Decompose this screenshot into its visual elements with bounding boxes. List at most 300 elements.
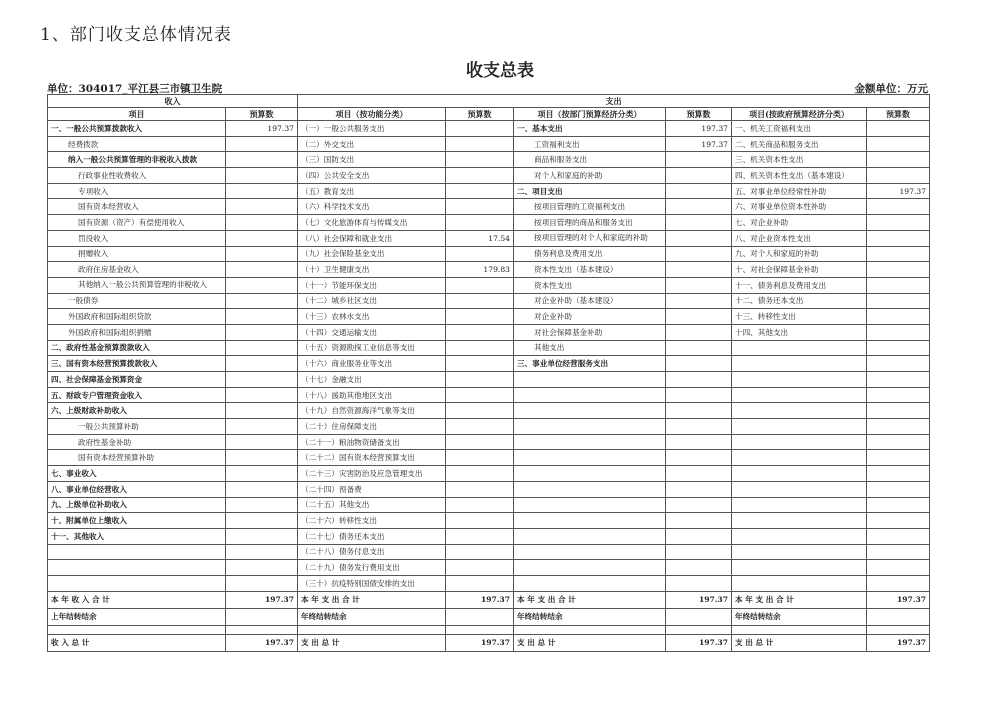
- gov-item-cell: [732, 513, 867, 529]
- gov-budget-cell: [867, 481, 930, 497]
- gov-item-cell: 七、对企业补助: [732, 215, 867, 231]
- table-row: [48, 544, 930, 560]
- grand-income-label: 收 入 总 计: [48, 634, 226, 651]
- dept-item-cell: 其他支出: [514, 340, 666, 356]
- income-budget-cell: [226, 387, 298, 403]
- income-budget-cell: [226, 513, 298, 529]
- gov-budget-cell: [867, 136, 930, 152]
- year-total-row: [48, 591, 930, 608]
- table-row: [48, 419, 930, 435]
- dept-budget-cell: [666, 387, 732, 403]
- income-budget-cell: [226, 324, 298, 340]
- gov-item-cell: [732, 497, 867, 513]
- dept-item-cell: [514, 481, 666, 497]
- dept-budget-cell: [666, 183, 732, 199]
- func-item-cell: （二十四）预备费: [298, 481, 446, 497]
- table-row: [48, 152, 930, 168]
- table-row: [48, 324, 930, 340]
- income-budget-cell: [226, 497, 298, 513]
- gov-econ-item-header: 项目(按政府预算经济分类）: [732, 108, 867, 121]
- dept-budget-cell: [666, 434, 732, 450]
- func-budget-cell: [446, 356, 514, 372]
- grand-dept-label: 支 出 总 计: [514, 634, 666, 651]
- gov-item-cell: [732, 560, 867, 576]
- income-item-cell: 九、上级单位补助收入: [48, 497, 226, 513]
- income-budget-cell: [226, 152, 298, 168]
- dept-budget-cell: [666, 419, 732, 435]
- func-budget-cell: [446, 434, 514, 450]
- income-budget-cell: [226, 372, 298, 388]
- dept-budget-cell: [666, 215, 732, 231]
- func-item-cell: （二十一）粮油物资储备支出: [298, 434, 446, 450]
- income-item-cell: 政府性基金补助: [48, 434, 226, 450]
- gov-budget-cell: [867, 293, 930, 309]
- gov-item-cell: 三、机关资本性支出: [732, 152, 867, 168]
- gov-budget-cell: [867, 246, 930, 262]
- dept-budget-cell: [666, 199, 732, 215]
- table-row: [48, 168, 930, 184]
- table-row: [48, 121, 930, 137]
- dept-item-cell: [514, 544, 666, 560]
- dept-item-cell: [514, 466, 666, 482]
- gov-item-cell: 一、机关工资福利支出: [732, 121, 867, 137]
- income-budget-cell: [226, 199, 298, 215]
- func-budget-cell: [446, 560, 514, 576]
- dept-budget-cell: [666, 403, 732, 419]
- gov-budget-cell: [867, 387, 930, 403]
- func-budget-cell: [446, 168, 514, 184]
- func-item-cell: （十六）商业服务业等支出: [298, 356, 446, 372]
- dept-budget-cell: [666, 309, 732, 325]
- gov-budget-cell: [867, 324, 930, 340]
- dept-budget-cell: [666, 544, 732, 560]
- gov-item-cell: 九、对个人和家庭的补助: [732, 246, 867, 262]
- gov-budget-cell: [867, 560, 930, 576]
- income-item-cell: 四、社会保障基金预算资金: [48, 372, 226, 388]
- gov-budget-cell: [867, 528, 930, 544]
- income-item-cell: [48, 544, 226, 560]
- money-unit-label: 金额单位：万元: [854, 83, 928, 95]
- func-item-cell: （十七）金融支出: [298, 372, 446, 388]
- table-row: [48, 528, 930, 544]
- income-budget-cell: 197.37: [226, 121, 298, 137]
- income-budget-cell: [226, 419, 298, 435]
- func-budget-cell: [446, 387, 514, 403]
- spacer-row: [48, 625, 930, 634]
- dept-item-cell: 按项目管理的工资福利支出: [514, 199, 666, 215]
- dept-item-cell: 对个人和家庭的补助: [514, 168, 666, 184]
- gov-budget-cell: [867, 340, 930, 356]
- gov-item-cell: 十、对社会保障基金补助: [732, 262, 867, 278]
- dept-item-cell: 对企业补助（基本建设）: [514, 293, 666, 309]
- dept-item-cell: 三、事业单位经营服务支出: [514, 356, 666, 372]
- func-item-cell: （一）一般公共服务支出: [298, 121, 446, 137]
- table-row: [48, 293, 930, 309]
- gov-item-cell: [732, 450, 867, 466]
- table-row: [48, 309, 930, 325]
- dept-econ-item-header: 项目（按部门预算经济分类）: [514, 108, 666, 121]
- income-budget-cell: [226, 215, 298, 231]
- gov-item-cell: 十四、其他支出: [732, 324, 867, 340]
- income-item-cell: 外国政府和国际组织贷款: [48, 309, 226, 325]
- grand-total-row: [48, 634, 930, 651]
- func-total-label: 本 年 支 出 合 计: [298, 591, 446, 608]
- income-budget-cell: [226, 434, 298, 450]
- func-item-cell: （九）社会保险基金支出: [298, 246, 446, 262]
- grand-gov-label: 支 出 总 计: [732, 634, 867, 651]
- income-budget-cell: [226, 293, 298, 309]
- income-item-cell: 经费拨款: [48, 136, 226, 152]
- table-row: [48, 450, 930, 466]
- gov-budget-cell: [867, 544, 930, 560]
- func-item-cell: （十八）援助其他地区支出: [298, 387, 446, 403]
- func-budget-cell: [446, 466, 514, 482]
- gov-item-cell: [732, 528, 867, 544]
- gov-budget-cell: [867, 372, 930, 388]
- func-budget-cell: [446, 403, 514, 419]
- func-carry-out-value: [446, 608, 514, 625]
- income-budget-cell: [226, 560, 298, 576]
- gov-item-cell: 四、机关资本性支出（基本建设）: [732, 168, 867, 184]
- func-budget-cell: [446, 277, 514, 293]
- func-item-header: 项目（按功能分类）: [298, 108, 446, 121]
- gov-item-cell: [732, 372, 867, 388]
- gov-item-cell: [732, 340, 867, 356]
- gov-item-cell: 六、对事业单位资本性补助: [732, 199, 867, 215]
- gov-budget-cell: [867, 356, 930, 372]
- func-item-cell: （十二）城乡社区支出: [298, 293, 446, 309]
- table-row: [48, 434, 930, 450]
- dept-item-cell: 资本性支出（基本建设）: [514, 262, 666, 278]
- table-row: [48, 356, 930, 372]
- grand-dept-value: 197.37: [666, 634, 732, 651]
- dept-item-cell: [514, 528, 666, 544]
- func-total-value: 197.37: [446, 591, 514, 608]
- income-budget-cell: [226, 466, 298, 482]
- gov-budget-cell: 197.37: [867, 183, 930, 199]
- gov-budget-cell: [867, 403, 930, 419]
- gov-budget-cell: [867, 277, 930, 293]
- func-budget-header: 预算数: [446, 108, 514, 121]
- gov-item-cell: 五、对事业单位经常性补助: [732, 183, 867, 199]
- grand-gov-value: 197.37: [867, 634, 930, 651]
- table-row: [48, 497, 930, 513]
- dept-item-cell: 二、项目支出: [514, 183, 666, 199]
- gov-total-label: 本 年 支 出 合 计: [732, 591, 867, 608]
- income-budget-cell: [226, 450, 298, 466]
- income-item-cell: 六、上级财政补助收入: [48, 403, 226, 419]
- func-budget-cell: [446, 419, 514, 435]
- func-item-cell: （六）科学技术支出: [298, 199, 446, 215]
- dept-budget-header: 预算数: [666, 108, 732, 121]
- table-row: [48, 277, 930, 293]
- gov-total-value: 197.37: [867, 591, 930, 608]
- gov-item-cell: [732, 419, 867, 435]
- func-item-cell: （二十）住房保障支出: [298, 419, 446, 435]
- dept-item-cell: [514, 450, 666, 466]
- dept-budget-cell: [666, 575, 732, 591]
- dept-item-cell: [514, 560, 666, 576]
- gov-item-cell: [732, 403, 867, 419]
- dept-carry-out-value: [666, 608, 732, 625]
- func-budget-cell: 179.83: [446, 262, 514, 278]
- dept-item-cell: 商品和服务支出: [514, 152, 666, 168]
- income-budget-cell: [226, 230, 298, 246]
- table-row: [48, 513, 930, 529]
- table-row: [48, 387, 930, 403]
- income-budget-cell: [226, 168, 298, 184]
- income-budget-cell: [226, 262, 298, 278]
- dept-budget-cell: [666, 230, 732, 246]
- income-budget-cell: [226, 309, 298, 325]
- gov-budget-cell: [867, 419, 930, 435]
- dept-budget-cell: [666, 497, 732, 513]
- dept-item-cell: [514, 372, 666, 388]
- carry-in-value: [226, 608, 298, 625]
- func-item-cell: （十一）节能环保支出: [298, 277, 446, 293]
- table-row: [48, 215, 930, 231]
- func-budget-cell: [446, 121, 514, 137]
- dept-item-cell: [514, 434, 666, 450]
- func-item-cell: （十）卫生健康支出: [298, 262, 446, 278]
- gov-budget-cell: [867, 513, 930, 529]
- gov-budget-cell: [867, 262, 930, 278]
- income-budget-cell: [226, 246, 298, 262]
- table-body: [48, 121, 930, 592]
- income-budget-cell: [226, 356, 298, 372]
- income-item-cell: 十一、其他收入: [48, 528, 226, 544]
- income-item-cell: 一、一般公共预算拨款收入: [48, 121, 226, 137]
- func-item-cell: （四）公共安全支出: [298, 168, 446, 184]
- func-item-cell: （七）文化旅游体育与传媒支出: [298, 215, 446, 231]
- dept-total-value: 197.37: [666, 591, 732, 608]
- income-item-cell: [48, 575, 226, 591]
- document-heading: 1、部门收支总体情况表: [40, 25, 232, 45]
- income-item-cell: 十、附属单位上缴收入: [48, 513, 226, 529]
- dept-budget-cell: [666, 528, 732, 544]
- func-budget-cell: [446, 246, 514, 262]
- gov-budget-cell: [867, 466, 930, 482]
- income-item-cell: 外国政府和国际组织捐赠: [48, 324, 226, 340]
- func-item-cell: （二十三）灾害防治及应急管理支出: [298, 466, 446, 482]
- dept-item-cell: [514, 513, 666, 529]
- income-budget-cell: [226, 136, 298, 152]
- dept-carry-out-label: 年终结转结余: [514, 608, 666, 625]
- gov-budget-cell: [867, 434, 930, 450]
- gov-budget-cell: [867, 152, 930, 168]
- table-row: [48, 481, 930, 497]
- func-item-cell: （二）外交支出: [298, 136, 446, 152]
- func-item-cell: （五）教育支出: [298, 183, 446, 199]
- income-budget-cell: [226, 340, 298, 356]
- func-item-cell: （二十八）债务付息支出: [298, 544, 446, 560]
- income-item-cell: 专项收入: [48, 183, 226, 199]
- dept-budget-cell: 197.37: [666, 121, 732, 137]
- dept-budget-cell: [666, 513, 732, 529]
- dept-item-cell: 债务利息及费用支出: [514, 246, 666, 262]
- income-item-cell: 国有资本经营预算补助: [48, 450, 226, 466]
- income-item-cell: 政府住房基金收入: [48, 262, 226, 278]
- func-item-cell: （二十五）其他支出: [298, 497, 446, 513]
- dept-budget-cell: [666, 372, 732, 388]
- table-row: [48, 372, 930, 388]
- table-row: [48, 136, 930, 152]
- table-row: [48, 575, 930, 591]
- expense-header: 支出: [298, 95, 930, 108]
- income-total-label: 本 年 收 入 合 计: [48, 591, 226, 608]
- func-budget-cell: [446, 215, 514, 231]
- func-budget-cell: [446, 199, 514, 215]
- dept-budget-cell: [666, 466, 732, 482]
- dept-item-cell: [514, 419, 666, 435]
- income-budget-cell: [226, 403, 298, 419]
- dept-budget-cell: [666, 277, 732, 293]
- dept-item-cell: [514, 387, 666, 403]
- income-item-cell: 其他纳入一般公共预算管理的非税收入: [48, 277, 226, 293]
- func-budget-cell: [446, 340, 514, 356]
- func-budget-cell: [446, 152, 514, 168]
- income-item-cell: 行政事业性收费收入: [48, 168, 226, 184]
- func-budget-cell: [446, 293, 514, 309]
- table-row: [48, 340, 930, 356]
- dept-budget-cell: [666, 560, 732, 576]
- gov-item-cell: 十一、债务利息及费用支出: [732, 277, 867, 293]
- income-budget-cell: [226, 277, 298, 293]
- table-row: [48, 262, 930, 278]
- gov-item-cell: [732, 544, 867, 560]
- dept-item-cell: [514, 575, 666, 591]
- income-budget-header: 预算数: [226, 108, 298, 121]
- gov-item-cell: [732, 356, 867, 372]
- dept-budget-cell: [666, 356, 732, 372]
- income-item-cell: 七、事业收入: [48, 466, 226, 482]
- func-budget-cell: [446, 528, 514, 544]
- dept-item-cell: 按项目管理的商品和服务支出: [514, 215, 666, 231]
- gov-carry-out-label: 年终结转结余: [732, 608, 867, 625]
- gov-item-cell: [732, 387, 867, 403]
- func-budget-cell: [446, 497, 514, 513]
- func-budget-cell: [446, 481, 514, 497]
- dept-budget-cell: [666, 481, 732, 497]
- gov-budget-cell: [867, 215, 930, 231]
- income-budget-cell: [226, 575, 298, 591]
- income-item-cell: 一般公共预算补助: [48, 419, 226, 435]
- header-row-group: [48, 95, 930, 108]
- income-budget-cell: [226, 183, 298, 199]
- func-item-cell: （二十九）债务发行费用支出: [298, 560, 446, 576]
- income-item-cell: 国有资本经营收入: [48, 199, 226, 215]
- table-row: [48, 246, 930, 262]
- grand-func-value: 197.37: [446, 634, 514, 651]
- func-item-cell: （十五）资源勘探工业信息等支出: [298, 340, 446, 356]
- income-budget-cell: [226, 544, 298, 560]
- func-budget-cell: [446, 544, 514, 560]
- dept-item-cell: [514, 497, 666, 513]
- income-budget-cell: [226, 528, 298, 544]
- func-item-cell: （二十六）转移性支出: [298, 513, 446, 529]
- dept-budget-cell: [666, 293, 732, 309]
- gov-budget-cell: [867, 309, 930, 325]
- gov-item-cell: [732, 434, 867, 450]
- table-row: [48, 403, 930, 419]
- income-budget-cell: [226, 481, 298, 497]
- func-budget-cell: [446, 183, 514, 199]
- func-budget-cell: [446, 450, 514, 466]
- gov-item-cell: 十三、转移性支出: [732, 309, 867, 325]
- dept-item-cell: 工资福利支出: [514, 136, 666, 152]
- dept-item-cell: 按项目管理的对个人和家庭的补助: [514, 230, 666, 246]
- func-budget-cell: 17.54: [446, 230, 514, 246]
- gov-item-cell: [732, 481, 867, 497]
- income-item-cell: 八、事业单位经营收入: [48, 481, 226, 497]
- table-row: [48, 560, 930, 576]
- gov-item-cell: 八、对企业资本性支出: [732, 230, 867, 246]
- func-item-cell: （八）社会保障和就业支出: [298, 230, 446, 246]
- func-budget-cell: [446, 136, 514, 152]
- totals-section: [48, 591, 930, 651]
- dept-item-cell: 资本性支出: [514, 277, 666, 293]
- dept-budget-cell: [666, 168, 732, 184]
- grand-income-value: 197.37: [226, 634, 298, 651]
- table-row: [48, 230, 930, 246]
- income-item-header: 项目: [48, 108, 226, 121]
- gov-budget-cell: [867, 230, 930, 246]
- gov-item-cell: 十二、债务还本支出: [732, 293, 867, 309]
- func-budget-cell: [446, 513, 514, 529]
- gov-budget-cell: [867, 199, 930, 215]
- func-item-cell: （十九）自然资源海洋气象等支出: [298, 403, 446, 419]
- dept-budget-cell: [666, 246, 732, 262]
- income-item-cell: 五、财政专户管理资金收入: [48, 387, 226, 403]
- income-item-cell: 纳入一般公共预算管理的非税收入拨款: [48, 152, 226, 168]
- dept-item-cell: 一、基本支出: [514, 121, 666, 137]
- income-item-cell: 三、国有资本经营预算拨款收入: [48, 356, 226, 372]
- gov-item-cell: [732, 466, 867, 482]
- gov-item-cell: [732, 575, 867, 591]
- gov-item-cell: 二、机关商品和服务支出: [732, 136, 867, 152]
- table-row: [48, 466, 930, 482]
- table-row: [48, 183, 930, 199]
- gov-budget-cell: [867, 450, 930, 466]
- func-item-cell: （二十七）债务还本支出: [298, 528, 446, 544]
- dept-budget-cell: [666, 450, 732, 466]
- dept-budget-cell: [666, 262, 732, 278]
- dept-item-cell: [514, 403, 666, 419]
- income-item-cell: 二、政府性基金预算拨款收入: [48, 340, 226, 356]
- dept-budget-cell: [666, 340, 732, 356]
- dept-total-label: 本 年 支 出 合 计: [514, 591, 666, 608]
- gov-budget-cell: [867, 121, 930, 137]
- dept-item-cell: 对社会保障基金补助: [514, 324, 666, 340]
- income-item-cell: [48, 560, 226, 576]
- carry-in-label: 上年结转结余: [48, 608, 226, 625]
- gov-budget-cell: [867, 575, 930, 591]
- grand-func-label: 支 出 总 计: [298, 634, 446, 651]
- func-item-cell: （三十）抗疫特别国债安排的支出: [298, 575, 446, 591]
- func-item-cell: （十三）农林水支出: [298, 309, 446, 325]
- func-item-cell: （三）国防支出: [298, 152, 446, 168]
- page-title: 收支总表: [466, 61, 534, 81]
- carry-over-row: [48, 608, 930, 625]
- func-budget-cell: [446, 575, 514, 591]
- dept-item-cell: 对企业补助: [514, 309, 666, 325]
- dept-budget-cell: 197.37: [666, 136, 732, 152]
- dept-budget-cell: [666, 324, 732, 340]
- income-item-cell: 罚没收入: [48, 230, 226, 246]
- gov-budget-header: 预算数: [867, 108, 930, 121]
- func-budget-cell: [446, 372, 514, 388]
- income-item-cell: 捐赠收入: [48, 246, 226, 262]
